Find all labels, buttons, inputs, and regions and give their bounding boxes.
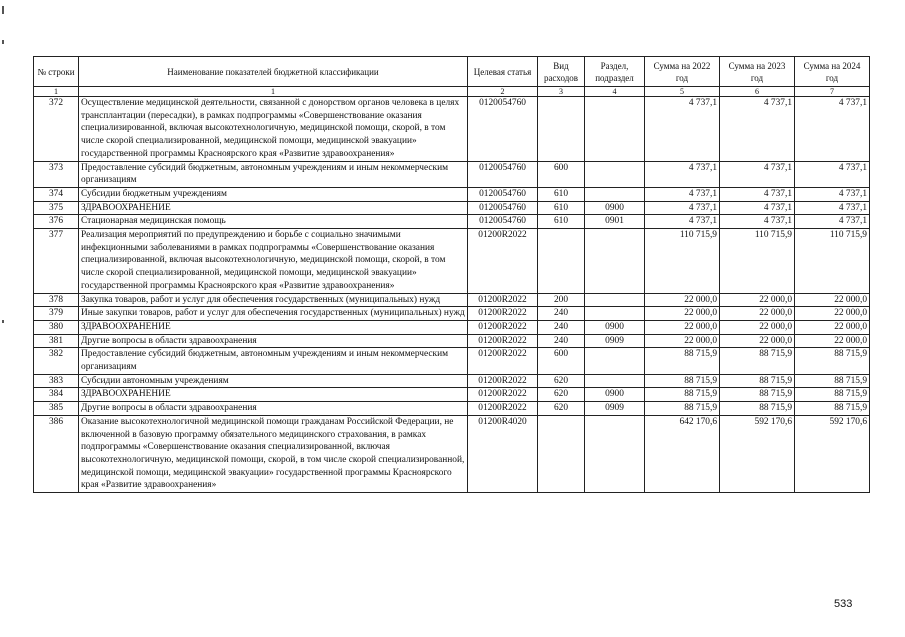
table-row (34, 187, 870, 201)
sum-2024-cell: 4 737,1 (795, 187, 870, 201)
header-sum-2022: Сумма на 2022 год (645, 57, 720, 87)
table-row (34, 307, 870, 321)
table-row (34, 374, 870, 388)
sum-2022-cell: 22 000,0 (645, 320, 720, 334)
target-article-cell: 01200R2022 (468, 348, 538, 374)
sum-2022-cell: 4 737,1 (645, 187, 720, 201)
header-row-no: № строки (34, 57, 79, 87)
sum-2023-cell: 22 000,0 (720, 293, 795, 307)
target-article-cell: 01200R2022 (468, 320, 538, 334)
section-code-cell (585, 97, 645, 162)
target-article-cell: 01200R2022 (468, 307, 538, 321)
section-code-cell: 0900 (585, 320, 645, 334)
indicator-name-cell: Другие вопросы в области здравоохранения (79, 402, 468, 416)
sum-2023-cell: 88 715,9 (720, 374, 795, 388)
target-article-cell: 0120054760 (468, 215, 538, 229)
sum-2022-cell: 4 737,1 (645, 201, 720, 215)
column-number: 1 (79, 87, 468, 97)
section-code-cell: 0909 (585, 402, 645, 416)
target-article-cell: 01200R2022 (468, 229, 538, 294)
sum-2024-cell: 22 000,0 (795, 334, 870, 348)
table-row (34, 229, 870, 294)
column-number: 6 (720, 87, 795, 97)
target-article-cell: 01200R4020 (468, 415, 538, 492)
sum-2024-cell: 88 715,9 (795, 402, 870, 416)
target-article-cell: 01200R2022 (468, 402, 538, 416)
sum-2023-cell: 88 715,9 (720, 388, 795, 402)
sum-2024-cell: 22 000,0 (795, 307, 870, 321)
row-number-cell: 376 (34, 215, 79, 229)
sum-2024-cell: 22 000,0 (795, 320, 870, 334)
sum-2022-cell: 4 737,1 (645, 97, 720, 162)
sum-2023-cell: 22 000,0 (720, 320, 795, 334)
target-article-cell: 01200R2022 (468, 293, 538, 307)
expense-type-cell (538, 415, 585, 492)
column-number: 1 (34, 87, 79, 97)
indicator-name-cell: ЗДРАВООХРАНЕНИЕ (79, 388, 468, 402)
indicator-name-cell: Предоставление субсидий бюджетным, автономным учреждениям и иным некоммерческим организациям (79, 161, 468, 187)
row-number-cell: 383 (34, 374, 79, 388)
target-article-cell: 0120054760 (468, 97, 538, 162)
sum-2023-cell: 4 737,1 (720, 97, 795, 162)
sum-2024-cell: 88 715,9 (795, 388, 870, 402)
sum-2024-cell: 22 000,0 (795, 293, 870, 307)
row-number-cell: 384 (34, 388, 79, 402)
row-number-cell: 373 (34, 161, 79, 187)
sum-2022-cell: 88 715,9 (645, 388, 720, 402)
header-sum-2024: Сумма на 2024 год (795, 57, 870, 87)
row-number-cell: 386 (34, 415, 79, 492)
table-row (34, 215, 870, 229)
row-number-cell: 379 (34, 307, 79, 321)
column-number: 3 (538, 87, 585, 97)
table-row (34, 415, 870, 492)
row-number-cell: 378 (34, 293, 79, 307)
expense-type-cell: 600 (538, 161, 585, 187)
column-number-row (34, 87, 870, 97)
expense-type-cell: 200 (538, 293, 585, 307)
indicator-name-cell: ЗДРАВООХРАНЕНИЕ (79, 320, 468, 334)
table-row (34, 402, 870, 416)
indicator-name-cell: Стационарная медицинская помощь (79, 215, 468, 229)
table-row (34, 201, 870, 215)
column-number: 5 (645, 87, 720, 97)
column-number: 7 (795, 87, 870, 97)
table-row (34, 348, 870, 374)
table-row (34, 320, 870, 334)
sum-2022-cell: 22 000,0 (645, 307, 720, 321)
expense-type-cell: 610 (538, 201, 585, 215)
section-code-cell (585, 293, 645, 307)
sum-2023-cell: 88 715,9 (720, 348, 795, 374)
sum-2022-cell: 4 737,1 (645, 161, 720, 187)
sum-2022-cell: 22 000,0 (645, 293, 720, 307)
sum-2022-cell: 88 715,9 (645, 348, 720, 374)
header-name: Наименование показателей бюджетной классификации (79, 57, 468, 87)
expense-type-cell: 620 (538, 374, 585, 388)
expense-type-cell: 240 (538, 334, 585, 348)
indicator-name-cell: Предоставление субсидий бюджетным, автономным учреждениям и иным некоммерческим организациям (79, 348, 468, 374)
column-number: 4 (585, 87, 645, 97)
section-code-cell (585, 307, 645, 321)
row-number-cell: 380 (34, 320, 79, 334)
sum-2024-cell: 88 715,9 (795, 374, 870, 388)
sum-2022-cell: 642 170,6 (645, 415, 720, 492)
table-row (34, 388, 870, 402)
target-article-cell: 0120054760 (468, 161, 538, 187)
sum-2024-cell: 4 737,1 (795, 201, 870, 215)
expense-type-cell (538, 229, 585, 294)
sum-2023-cell: 4 737,1 (720, 161, 795, 187)
row-number-cell: 375 (34, 201, 79, 215)
sum-2022-cell: 88 715,9 (645, 402, 720, 416)
table-row (34, 97, 870, 162)
row-number-cell: 381 (34, 334, 79, 348)
column-number: 2 (468, 87, 538, 97)
section-code-cell: 0901 (585, 215, 645, 229)
budget-table (33, 56, 870, 493)
sum-2023-cell: 592 170,6 (720, 415, 795, 492)
table-header-row (34, 57, 870, 87)
header-section: Раздел, подраздел (585, 57, 645, 87)
section-code-cell (585, 161, 645, 187)
indicator-name-cell: Осуществление медицинской деятельности, связанной с донорством органов человека в целях трансплантации (пересадки), в рамках подпрограммы «Совершенствование оказания специализированной, включая высокотехнологичную, медицинской помощи, скорой, в том числе скорой специализированной, медицинской помощи, медицинской эвакуации» государственной программы Красноярского края «Развитие здравоохранения» (79, 97, 468, 162)
sum-2022-cell: 4 737,1 (645, 215, 720, 229)
row-number-cell: 377 (34, 229, 79, 294)
section-code-cell (585, 415, 645, 492)
expense-type-cell: 600 (538, 348, 585, 374)
indicator-name-cell: Закупка товаров, работ и услуг для обеспечения государственных (муниципальных) нужд (79, 293, 468, 307)
target-article-cell: 0120054760 (468, 187, 538, 201)
sum-2024-cell: 4 737,1 (795, 97, 870, 162)
indicator-name-cell: Иные закупки товаров, работ и услуг для обеспечения государственных (муниципальных) нужд (79, 307, 468, 321)
header-sum-2023: Сумма на 2023 год (720, 57, 795, 87)
sum-2023-cell: 4 737,1 (720, 215, 795, 229)
expense-type-cell: 240 (538, 320, 585, 334)
expense-type-cell: 610 (538, 215, 585, 229)
table-row (34, 334, 870, 348)
section-code-cell: 0909 (585, 334, 645, 348)
section-code-cell: 0900 (585, 388, 645, 402)
indicator-name-cell: Субсидии бюджетным учреждениям (79, 187, 468, 201)
section-code-cell (585, 187, 645, 201)
sum-2024-cell: 110 715,9 (795, 229, 870, 294)
target-article-cell: 01200R2022 (468, 374, 538, 388)
section-code-cell (585, 374, 645, 388)
expense-type-cell (538, 97, 585, 162)
row-number-cell: 372 (34, 97, 79, 162)
section-code-cell (585, 348, 645, 374)
sum-2024-cell: 4 737,1 (795, 215, 870, 229)
table-row (34, 293, 870, 307)
row-number-cell: 385 (34, 402, 79, 416)
indicator-name-cell: Субсидии автономным учреждениям (79, 374, 468, 388)
table-row (34, 161, 870, 187)
target-article-cell: 01200R2022 (468, 388, 538, 402)
sum-2023-cell: 22 000,0 (720, 334, 795, 348)
sum-2022-cell: 110 715,9 (645, 229, 720, 294)
sum-2023-cell: 4 737,1 (720, 201, 795, 215)
sum-2023-cell: 4 737,1 (720, 187, 795, 201)
header-expense-type: Вид расходов (538, 57, 585, 87)
row-number-cell: 382 (34, 348, 79, 374)
target-article-cell: 01200R2022 (468, 334, 538, 348)
sum-2023-cell: 88 715,9 (720, 402, 795, 416)
sum-2022-cell: 22 000,0 (645, 334, 720, 348)
sum-2023-cell: 110 715,9 (720, 229, 795, 294)
indicator-name-cell: Оказание высокотехнологичной медицинской помощи гражданам Российской Федерации, не включенной в базовую программу обязательного медицинского страхования, в рамках подпрограммы «Совершенствование оказания специализированной, включая высокотехнологичную, медицинской помощи, скорой, в том числе скорой специализированной, медицинской помощи, медицинской эвакуации» государственной программы Красноярского края «Развитие здравоохранения» (79, 415, 468, 492)
expense-type-cell: 620 (538, 388, 585, 402)
sum-2024-cell: 4 737,1 (795, 161, 870, 187)
sum-2023-cell: 22 000,0 (720, 307, 795, 321)
sum-2024-cell: 592 170,6 (795, 415, 870, 492)
expense-type-cell: 610 (538, 187, 585, 201)
indicator-name-cell: ЗДРАВООХРАНЕНИЕ (79, 201, 468, 215)
section-code-cell (585, 229, 645, 294)
sum-2024-cell: 88 715,9 (795, 348, 870, 374)
indicator-name-cell: Реализация мероприятий по предупреждению и борьбе с социально значимыми инфекционными заболеваниями в рамках подпрограммы «Совершенствование оказания специализированной, включая высокотехнологичную, медицинской помощи, скорой, в том числе скорой специализированной, медицинской помощи, медицинской эвакуации» государственной программы Красноярского края «Развитие здравоохранения» (79, 229, 468, 294)
expense-type-cell: 620 (538, 402, 585, 416)
page-number: 533 (834, 598, 853, 610)
row-number-cell: 374 (34, 187, 79, 201)
target-article-cell: 0120054760 (468, 201, 538, 215)
scan-edge-marks (2, 0, 5, 637)
sum-2022-cell: 88 715,9 (645, 374, 720, 388)
indicator-name-cell: Другие вопросы в области здравоохранения (79, 334, 468, 348)
header-target: Целевая статья (468, 57, 538, 87)
section-code-cell: 0900 (585, 201, 645, 215)
expense-type-cell: 240 (538, 307, 585, 321)
